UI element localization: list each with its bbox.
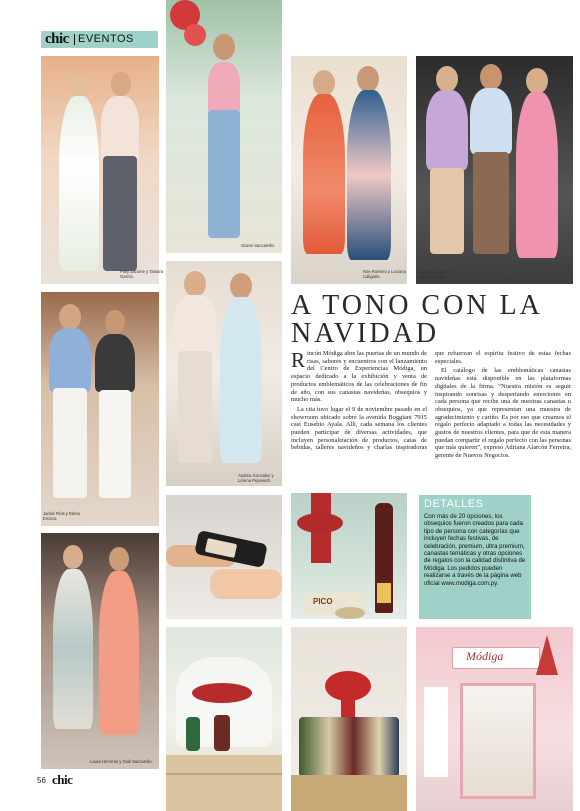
headline-line-1: A TONO CON LA bbox=[291, 290, 543, 321]
caption-gianni: Gianni Saccarello. bbox=[241, 243, 275, 248]
caption-polly-tamara: Polly Jacome y Tamara García. bbox=[120, 269, 164, 280]
paragraph-2: La cita tuvo lugar el 9 de noviembre pasado en el showroom ubicado sobre la avenida Boggiani 7915 casi Eusebio Ayala. Allí, cada semana los clientes pueden participar de diversas actividades, que incluyen personalización de productos, catas de bebidas, talleres navideños y charlas inspiradoras que refuerzan el espíritu festivo de estas fechas especiales. bbox=[291, 350, 571, 452]
footer-logo: chic bbox=[52, 772, 73, 787]
caption-laura-giuli: Laura Herreros y Giuli Saccarello. bbox=[90, 759, 153, 764]
paragraph-1: Rincón Módiga abre las puertas de un mundo de risas, sabores y encuentros con el lanzamiento del Centro de Experiencias Módiga, un espacio dedicado a la exhibición y venta de productos emblemáticos de las celebraciones de fin de año, con sus canastas navideñas, obsequios y mucho más. bbox=[291, 348, 427, 404]
store-sign: Módiga bbox=[466, 649, 504, 663]
page-number: 56 bbox=[37, 776, 46, 785]
article-body bbox=[291, 350, 571, 485]
caption-jackie-elena: Jackie Ríos y Elena Encina. bbox=[43, 511, 80, 522]
article-headline bbox=[291, 292, 571, 348]
section-label: EVENTOS bbox=[78, 33, 134, 45]
photo-storefront bbox=[416, 627, 573, 811]
photo-basket-bow bbox=[166, 627, 282, 811]
photo-gabriela-miguel-marcela bbox=[416, 56, 573, 284]
detalles-title: DETALLES bbox=[424, 498, 484, 510]
paragraph-3: El catálogo de las emblemáticas canastas navideñas está disponible en las plataformas digitales de la firma. “Nuestra misión es seguir inspirando sonrisas y despertando emociones en cada persona que recibe una de nuestras canastas u obsequios, ya que representan una muestra de agradecimiento y cariño. Es por eso que creamos el regalo perfecto adaptado a todas las necesidades y gustos de nuestros clientes, para que de esta manera puedan compartir el regalo perfecto con las personas que más quieren”, expresó Adriana Alarcón Ferreira, gerente de Nuevos Negocios. bbox=[435, 367, 571, 460]
section-header bbox=[41, 31, 158, 48]
photo-jackie-elena bbox=[41, 292, 159, 526]
section-logo: chic bbox=[45, 31, 69, 47]
detalles-box bbox=[419, 495, 531, 619]
pico-label: PICO bbox=[313, 597, 333, 606]
photo-laura-giuli bbox=[41, 533, 159, 769]
photo-gift-products bbox=[291, 493, 407, 619]
photo-gianni bbox=[166, 0, 282, 253]
photo-wine-tasting bbox=[166, 495, 282, 619]
photo-andrea-lorena bbox=[166, 261, 282, 486]
caption-gabriela-miguel-marcela: Gabriela, Miguel y Marcela Solís. bbox=[418, 269, 452, 280]
photo-noe-luciana bbox=[291, 56, 407, 284]
section-divider bbox=[74, 34, 75, 45]
detalles-text: Con más de 20 opciones, los obsequios fueron creados para cada tipo de persona con categorías que incluyen fechas festivas, de celebración, premium, ultra premium, canastas temáticas y otras opciones de regalos con la calidad distintiva de Módiga. Los pedidos pueden realizarse a través de la página web oficial www.modiga.com.py. bbox=[424, 513, 526, 587]
photo-polly-tamara bbox=[41, 56, 159, 284]
photo-hamper bbox=[291, 627, 407, 811]
headline-line-2: NAVIDAD bbox=[291, 318, 440, 349]
caption-noe-luciana: Noe Romero y Luciana Caligaris. bbox=[363, 269, 406, 280]
caption-andrea-lorena: Andrea González y Lorena Pepowich. bbox=[238, 473, 274, 484]
drop-cap: R bbox=[291, 348, 306, 372]
